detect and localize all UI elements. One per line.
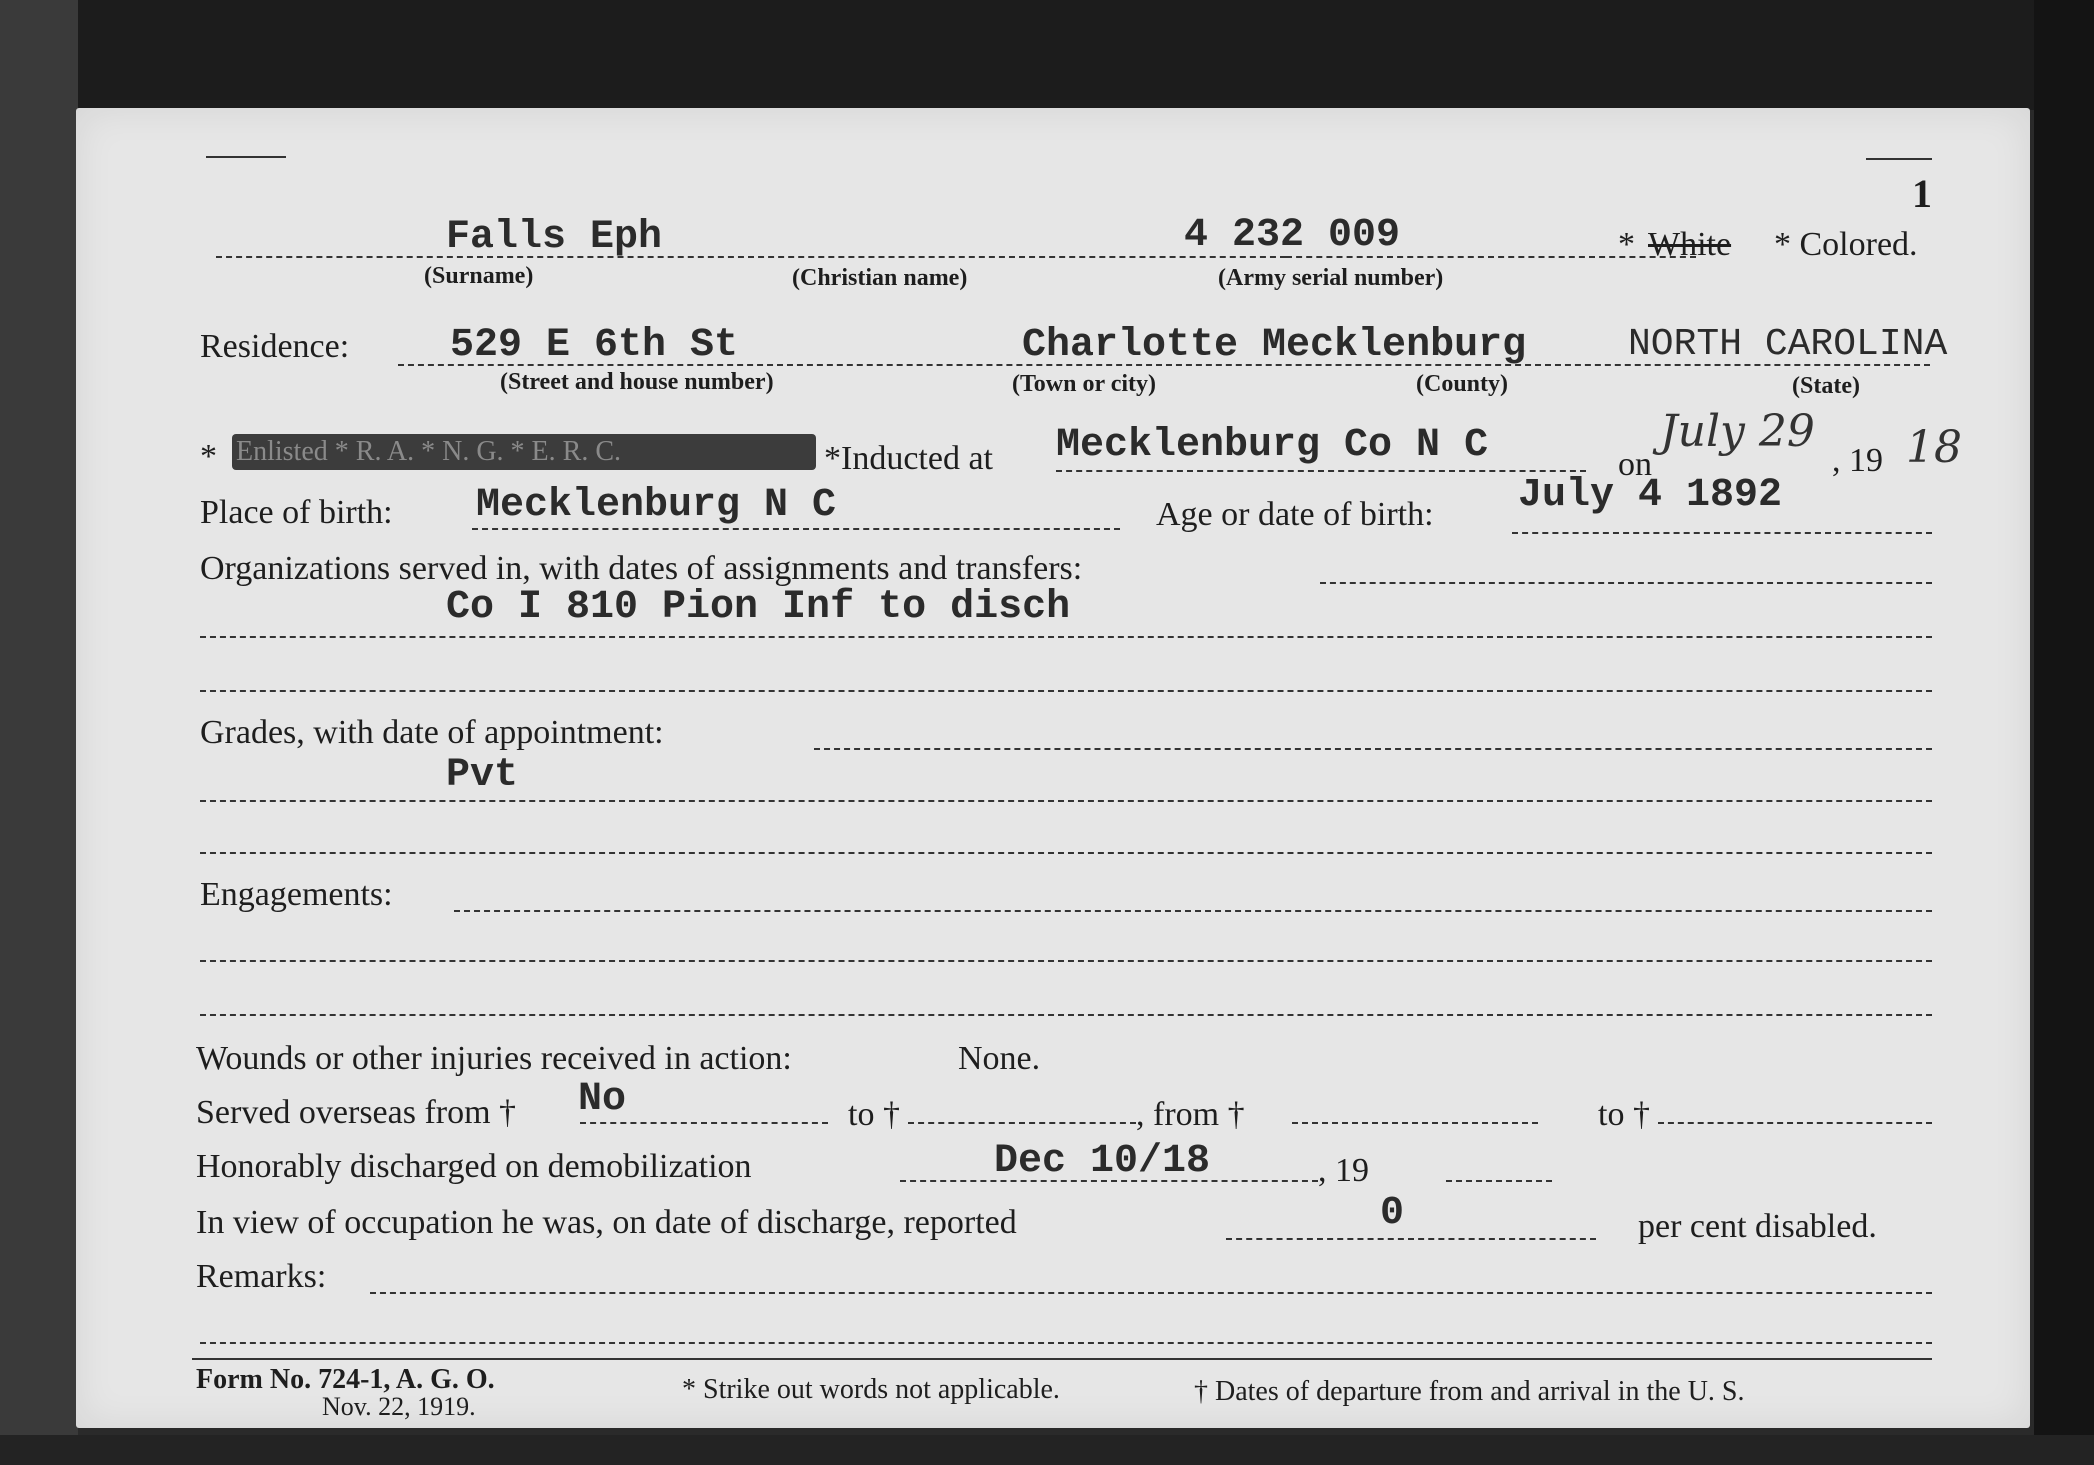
induction-year-handwritten: 18: [1906, 422, 1962, 473]
name-line: [216, 256, 1286, 258]
disability-line: [1226, 1238, 1596, 1240]
town-label: (Town or city): [1012, 371, 1156, 397]
grades-value: Pvt: [446, 753, 519, 798]
organizations-line-2: [200, 636, 1932, 638]
top-left-rule: [206, 156, 286, 158]
overseas-from-label-2: , from †: [1136, 1096, 1245, 1133]
age-line: [1512, 532, 1932, 534]
county-label: (County): [1416, 371, 1509, 397]
residence-state: NORTH CAROLINA: [1628, 323, 1948, 366]
residence-town-county: Charlotte Mecklenburg: [1022, 323, 1527, 368]
name-value: Falls Eph: [446, 215, 663, 260]
overseas-to-line-2: [1658, 1122, 1932, 1124]
race-white-struck: White: [1648, 226, 1732, 263]
discharge-year-line: [1446, 1180, 1552, 1182]
engagements-line-3: [200, 1014, 1932, 1016]
on-label: on: [1618, 446, 1652, 483]
overseas-value: No: [578, 1077, 627, 1122]
discharge-year-prefix: , 19: [1318, 1152, 1369, 1189]
overseas-from-line: [580, 1122, 828, 1124]
age-label: Age or date of birth:: [1156, 496, 1434, 533]
enlisted-marker: *: [200, 438, 217, 475]
place-of-birth-value: Mecklenburg N C: [476, 483, 837, 528]
overseas-from-label: Served overseas from †: [196, 1094, 517, 1131]
remarks-line-1: [370, 1292, 1932, 1294]
street-label: (Street and house number): [500, 369, 774, 395]
organizations-value: Co I 810 Pion Inf to disch: [446, 585, 1071, 630]
footer-rule: [192, 1358, 1932, 1360]
top-right-rule: [1866, 158, 1932, 160]
discharge-date: Dec 10/18: [994, 1139, 1211, 1184]
scan-background-right: [2034, 0, 2094, 1465]
dates-note: † Dates of departure from and arrival in the U. S.: [1194, 1376, 1745, 1407]
overseas-from-line-2: [1292, 1122, 1538, 1124]
form-number: Form No. 724-1, A. G. O.: [196, 1364, 495, 1395]
induction-year-prefix: , 19: [1832, 442, 1883, 479]
disability-label: In view of occupation he was, on date of discharge, reported: [196, 1204, 1017, 1241]
scan-background-bottom: [0, 1435, 2094, 1465]
overseas-to-line-1: [908, 1122, 1136, 1124]
induction-date-handwritten: July 29: [1660, 406, 1815, 457]
organizations-line-3: [200, 690, 1932, 692]
grades-line-2: [200, 800, 1932, 802]
residence-label: Residence:: [200, 328, 350, 365]
organizations-label: Organizations served in, with dates of assignments and transfers:: [200, 550, 1083, 587]
wounds-value: None.: [958, 1040, 1041, 1077]
scan-background-top: [0, 0, 2094, 110]
scan-background-left: [0, 0, 78, 1465]
inducted-at-value: Mecklenburg Co N C: [1056, 423, 1489, 468]
disability-suffix: per cent disabled.: [1638, 1208, 1877, 1245]
engagements-line-1: [454, 910, 1932, 912]
remarks-label: Remarks:: [196, 1258, 327, 1295]
engagements-line-2: [200, 960, 1932, 962]
serial-label: (Army serial number): [1218, 265, 1444, 291]
grades-line-1: [814, 748, 1932, 750]
strike-note: * Strike out words not applicable.: [682, 1374, 1060, 1405]
serial-value: 4 232 009: [1184, 213, 1401, 258]
state-label: (State): [1792, 373, 1860, 399]
wounds-label: Wounds or other injuries received in action:: [196, 1040, 792, 1077]
inducted-label: *Inducted at: [824, 440, 993, 477]
date-of-birth-value: July 4 1892: [1518, 473, 1783, 518]
race-marker: *: [1618, 226, 1635, 263]
form-date: Nov. 22, 1919.: [322, 1392, 476, 1421]
inducted-line: [1056, 470, 1586, 472]
service-record-card: [76, 108, 2030, 1428]
place-of-birth-label: Place of birth:: [200, 494, 393, 531]
race-colored: * Colored.: [1774, 226, 1918, 263]
christian-name-label: (Christian name): [792, 265, 968, 291]
engagements-label: Engagements:: [200, 876, 393, 913]
grades-line-3: [200, 852, 1932, 854]
residence-street: 529 E 6th St: [450, 323, 739, 368]
card-number: 1: [1912, 171, 1932, 216]
grades-label: Grades, with date of appointment:: [200, 714, 664, 751]
overseas-to-label-2: to †: [1598, 1096, 1650, 1133]
disability-value: 0: [1380, 1191, 1405, 1236]
discharge-label: Honorably discharged on demobilization: [196, 1148, 752, 1185]
organizations-line-1: [1320, 582, 1932, 584]
enlisted-struck-text: Enlisted * R. A. * N. G. * E. R. C.: [236, 436, 622, 467]
surname-label: (Surname): [424, 263, 534, 289]
overseas-to-label-1: to †: [848, 1096, 900, 1133]
place-of-birth-line: [472, 528, 1120, 530]
remarks-line-2: [200, 1342, 1932, 1344]
